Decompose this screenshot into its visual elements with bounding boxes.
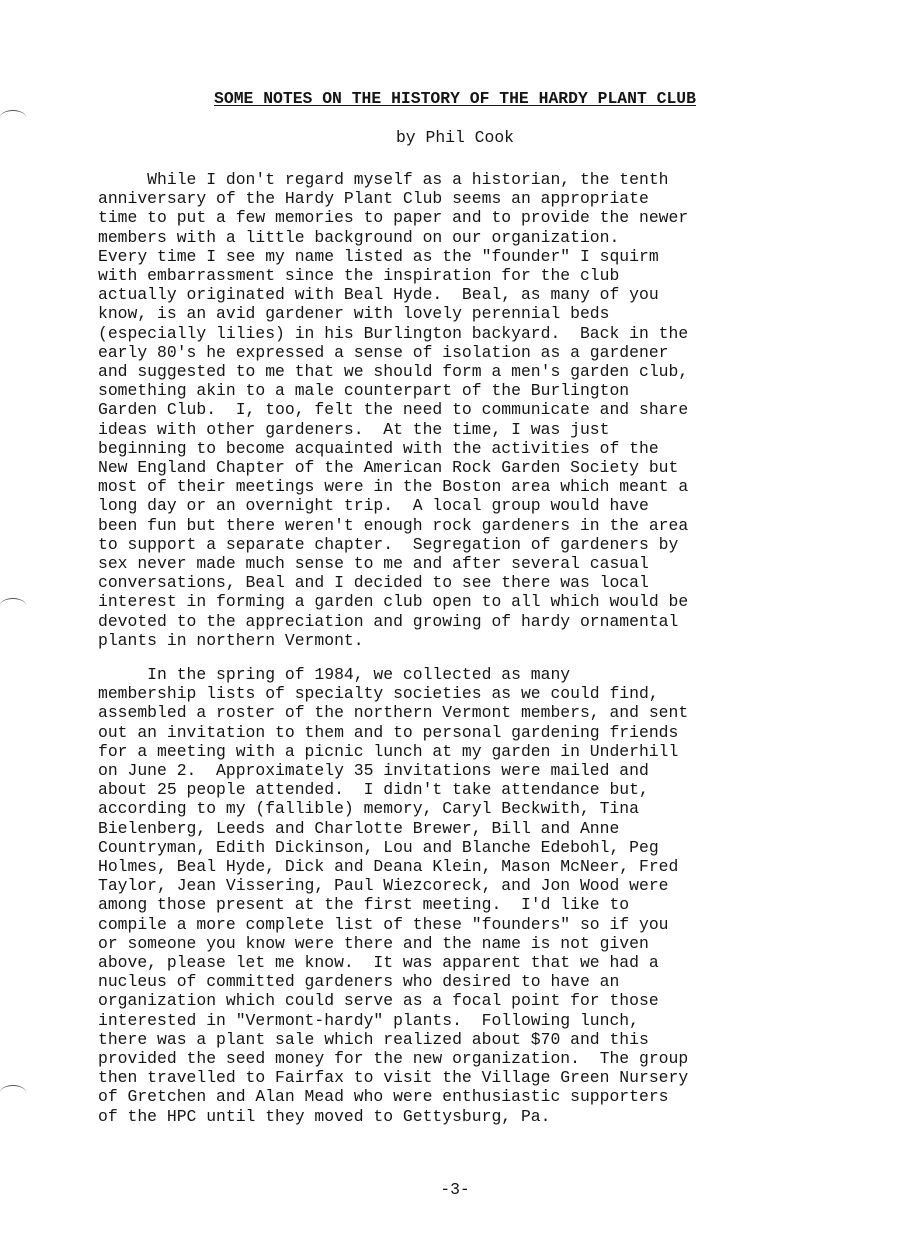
text-line: While I don't regard myself as a historian, the tenth	[98, 170, 669, 189]
text-line: compile a more complete list of these "founders" so if you	[98, 914, 669, 934]
text-line: among those present at the first meeting. I'd like to	[98, 895, 630, 915]
text-line: Bielenberg, Leeds and Charlotte Brewer, Bill and Anne	[98, 818, 620, 838]
margin-scan-mark	[0, 1085, 26, 1100]
margin-scan-mark	[0, 110, 26, 125]
document-byline: by Phil Cook	[395, 128, 515, 147]
text-line: with embarrassment since the inspiration for the club	[98, 266, 620, 286]
text-line: membership lists of specialty societies as we could find,	[98, 684, 659, 704]
text-line: (especially lilies) in his Burlington backyard. Back in the	[98, 323, 689, 343]
text-line: In the spring of 1984, we collected as many	[98, 665, 571, 684]
text-line: for a meeting with a picnic lunch at my garden in Underhill	[98, 741, 679, 761]
document-title: SOME NOTES ON THE HISTORY OF THE HARDY PLANT CLUB	[214, 89, 696, 108]
page-number: -3-	[440, 1180, 470, 1199]
text-line: or someone you know were there and the name is not given	[98, 933, 649, 953]
text-line: been fun but there weren't enough rock gardeners in the area	[98, 515, 689, 535]
text-line: ideas with other gardeners. At the time, I was just	[98, 419, 610, 439]
text-line: and suggested to me that we should form a men's garden club,	[98, 362, 689, 382]
text-line: on June 2. Approximately 35 invitations were mailed and	[98, 761, 649, 781]
text-line: know, is an avid gardener with lovely perennial beds	[98, 304, 610, 324]
text-line: actually originated with Beal Hyde. Beal, as many of you	[98, 285, 659, 305]
text-line: nucleus of committed gardeners who desired to have an	[98, 972, 620, 992]
text-line: Garden Club. I, too, felt the need to communicate and share	[98, 400, 689, 420]
text-line: conversations, Beal and I decided to see there was local	[98, 573, 649, 593]
text-line: long day or an overnight trip. A local group would have	[98, 496, 649, 516]
text-line: of the HPC until they moved to Gettysburg, Pa.	[98, 1106, 551, 1126]
text-line: out an invitation to them and to personal gardening friends	[98, 722, 679, 742]
text-line: then travelled to Fairfax to visit the Village Green Nursery	[98, 1068, 689, 1088]
text-line: about 25 people attended. I didn't take attendance but,	[98, 780, 649, 800]
text-line: Countryman, Edith Dickinson, Lou and Blanche Edebohl, Peg	[98, 837, 659, 857]
text-line: New England Chapter of the American Rock Garden Society but	[98, 458, 679, 478]
paragraph-1	[98, 170, 818, 650]
paragraph-2	[98, 665, 818, 1126]
text-line: anniversary of the Hardy Plant Club seems an appropriate	[98, 189, 649, 209]
text-line: sex never made much sense to me and after several casual	[98, 554, 649, 574]
text-line: interest in forming a garden club open to all which would be	[98, 592, 689, 612]
text-line: members with a little background on our organization.	[98, 227, 620, 247]
text-line: something akin to a male counterpart of the Burlington	[98, 381, 630, 401]
text-line: devoted to the appreciation and growing of hardy ornamental	[98, 611, 679, 631]
text-line: Every time I see my name listed as the "founder" I squirm	[98, 246, 659, 266]
margin-scan-mark	[0, 598, 26, 613]
text-line: interested in "Vermont-hardy" plants. Following lunch,	[98, 1010, 639, 1030]
text-line: of Gretchen and Alan Mead who were enthusiastic supporters	[98, 1087, 669, 1107]
text-line: plants in northern Vermont.	[98, 630, 364, 650]
text-line: there was a plant sale which realized about $70 and this	[98, 1029, 649, 1049]
text-line: beginning to become acquainted with the activities of the	[98, 438, 659, 458]
text-line: organization which could serve as a focal point for those	[98, 991, 659, 1011]
text-line: to support a separate chapter. Segregation of gardeners by	[98, 534, 679, 554]
text-line: Holmes, Beal Hyde, Dick and Deana Klein, Mason McNeer, Fred	[98, 857, 679, 877]
text-line: according to my (fallible) memory, Caryl Beckwith, Tina	[98, 799, 639, 819]
text-line: most of their meetings were in the Boston area which meant a	[98, 477, 689, 497]
text-line: provided the seed money for the new organization. The group	[98, 1049, 689, 1069]
text-line: above, please let me know. It was apparent that we had a	[98, 953, 659, 973]
text-line: early 80's he expressed a sense of isolation as a gardener	[98, 342, 669, 362]
text-line: time to put a few memories to paper and to provide the newer	[98, 208, 689, 228]
text-line: assembled a roster of the northern Vermont members, and sent	[98, 703, 689, 723]
text-line: Taylor, Jean Vissering, Paul Wiezcoreck, and Jon Wood were	[98, 876, 669, 896]
